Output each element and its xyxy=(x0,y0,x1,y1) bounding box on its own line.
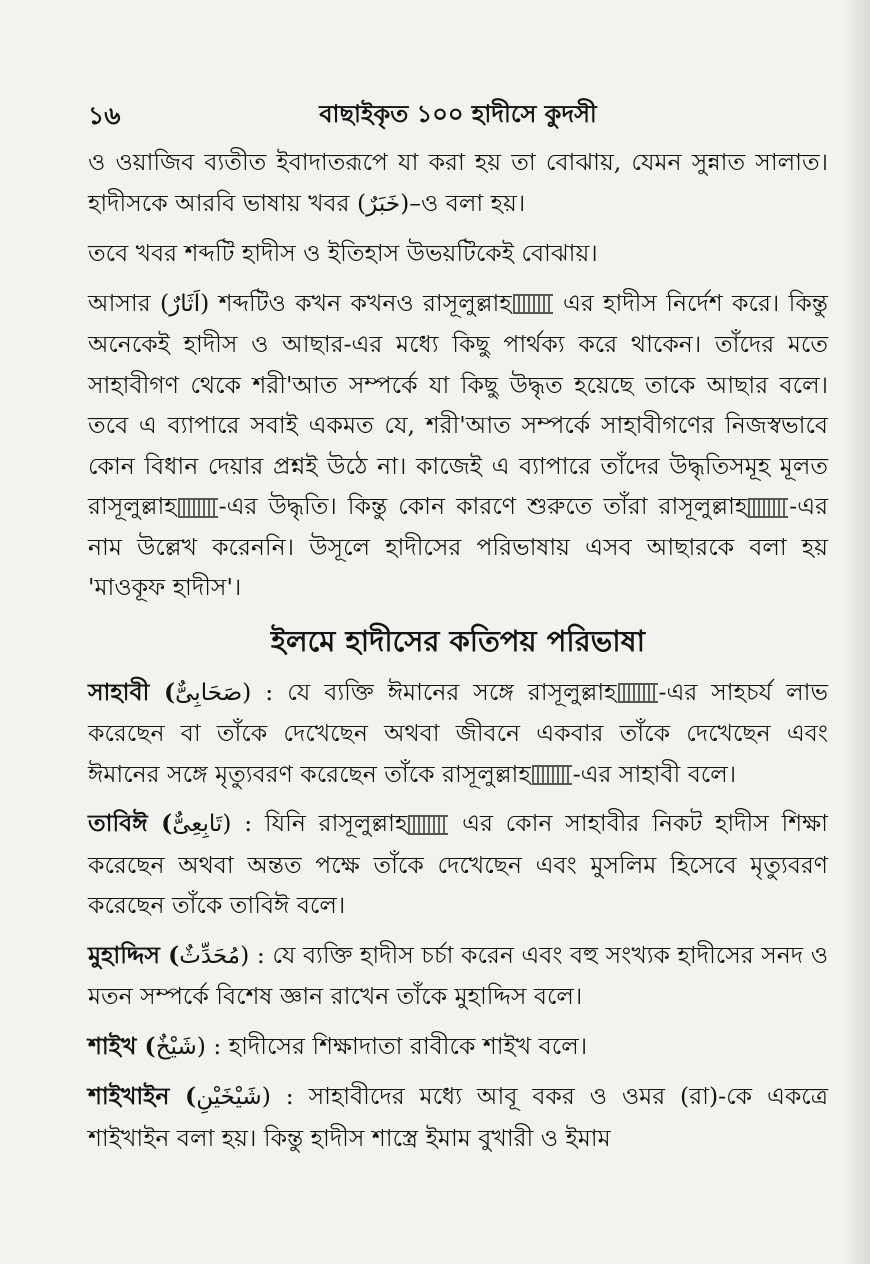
intro-section xyxy=(88,142,828,608)
text-run: -এর নাম উল্লেখ করেননি। উসূলে হাদীসের পরিভাষায় এসব আছারকে বলা হয় 'মাওকূফ হাদীস'। xyxy=(88,492,828,601)
definition-paragraph xyxy=(88,935,828,1017)
salawat-calligraphy-icon xyxy=(618,683,658,703)
paragraph xyxy=(88,142,828,224)
text-run: তবে খবর শব্দটি হাদীস ও ইতিহাস উভয়টিকেই বোঝায়। xyxy=(88,239,598,267)
arabic-term: شَيْخٌ xyxy=(155,1033,197,1060)
page-body xyxy=(88,142,828,1167)
text-run: -এর সাহচর্য লাভ করেছেন বা তাঁকে দেখেছেন অথবা জীবনে একবার তাঁকে দেখেছেন এবং ঈমানের সঙ্গে মৃত্যুবরণ করেছেন তাঁকে রাসূলুল্লাহ xyxy=(88,677,828,788)
term-label: শাইখাইন ( xyxy=(88,1082,197,1110)
arabic-term: اَثَارٌ xyxy=(169,290,201,317)
term-label: মুহাদ্দিস ( xyxy=(88,940,180,969)
arabic-term: خَبَرٌ xyxy=(366,190,401,217)
page-header xyxy=(88,96,828,130)
arabic-term: مُحَدِّثٌ xyxy=(179,942,241,969)
salawat-calligraphy-icon xyxy=(408,815,448,835)
arabic-term: شَيْخَيْنِ xyxy=(196,1084,262,1110)
arabic-term: تَابِعِىٌّ xyxy=(172,811,223,837)
running-title: বাছাইকৃত ১০০ হাদীসে কুদসী xyxy=(319,99,597,128)
text-run: এর হাদীস নির্দেশ করে। কিন্তু অনেকেই হাদীস ও আছার-এর মধ্যে কিছু পার্থক্য করে থাকেন। তাঁদের মতে সাহাবীগণ থেকে শরী'আত সম্পর্কে যা কিছু উদ্ধৃত হয়েছে তাকে আছার বলে। তবে এ ব্যাপারে সবাই একমত যে, শরী'আত সম্পর্কে সাহাবীগণের নিজস্বভাবে কোন বিধান দেয়ার প্রশ্নই উঠে না। কাজেই এ ব্যাপারে তাঁদের উদ্ধৃতিসমূহ মূলত রাসূলুল্লাহ xyxy=(88,288,828,520)
definition-paragraph xyxy=(88,1076,828,1158)
text-run: ) : যে ব্যক্তি ঈমানের সঙ্গে রাসূলুল্লাহ xyxy=(242,677,617,706)
text-run: )–ও বলা হয়। xyxy=(400,188,526,217)
text-run: আসার ( xyxy=(88,288,170,317)
section-heading: ইলমে হাদীসের কতিপয় পরিভাষা xyxy=(270,623,646,658)
definition-paragraph xyxy=(88,672,828,795)
term-label: সাহাবী ( xyxy=(88,677,176,706)
text-run: ) শব্দটিও কখন কখনও রাসূলুল্লাহ xyxy=(200,288,512,317)
text-run: -এর সাহাবী বলে। xyxy=(572,759,737,788)
term-label: শাইখ ( xyxy=(88,1031,156,1060)
salawat-calligraphy-icon xyxy=(748,498,788,518)
definition-paragraph xyxy=(88,803,828,926)
term-label: তাবিঈ ( xyxy=(88,809,173,837)
salawat-calligraphy-icon xyxy=(513,294,553,314)
text-run: ) : যে ব্যক্তি হাদীস চর্চা করেন এবং বহু সংখ্যক হাদীসের সনদ ও মতন সম্পর্কে বিশেষ জ্ঞান রাখেন তাঁকে মুহাদ্দিস বলে। xyxy=(88,940,828,1010)
arabic-term: صَحَابِىٌّ xyxy=(175,679,243,706)
text-run: এর কোন সাহাবীর নিকট হাদীস শিক্ষা করেছেন অথবা অন্তত পক্ষে তাঁকে দেখেছেন এবং মুসলিম হিসেবে মৃত্যুবরণ করেছেন তাঁকে তাবিঈ বলে। xyxy=(88,809,828,919)
text-run: ) : যিনি রাসূলুল্লাহ xyxy=(222,809,408,837)
paragraph xyxy=(88,233,828,274)
paragraph xyxy=(88,283,828,608)
text-run: ) : সাহাবীদের মধ্যে আবূ বকর ও ওমর (রা)-কে একত্রে শাইখাইন বলা হয়। কিন্তু হাদীস শাস্ত্রে ইমাম বুখারী ও ইমাম xyxy=(88,1082,828,1152)
salawat-calligraphy-icon xyxy=(178,498,218,518)
salawat-calligraphy-icon xyxy=(532,765,572,785)
text-run: ) : হাদীসের শিক্ষাদাতা রাবীকে শাইখ বলে। xyxy=(196,1031,588,1060)
text-run: ও ওয়াজিব ব্যতীত ইবাদাতরূপে যা করা হয় তা বোঝায়, যেমন সুন্নাত সালাত। হাদীসকে আরবি ভাষায় খবর ( xyxy=(88,148,828,217)
definition-paragraph xyxy=(88,1026,828,1068)
text-run: -এর উদ্ধৃতি। কিন্তু কোন কারণে শুরুতে তাঁরা রাসূলুল্লাহ xyxy=(218,492,748,520)
page-number: ১৬ xyxy=(88,101,121,130)
definitions-section xyxy=(88,672,828,1159)
